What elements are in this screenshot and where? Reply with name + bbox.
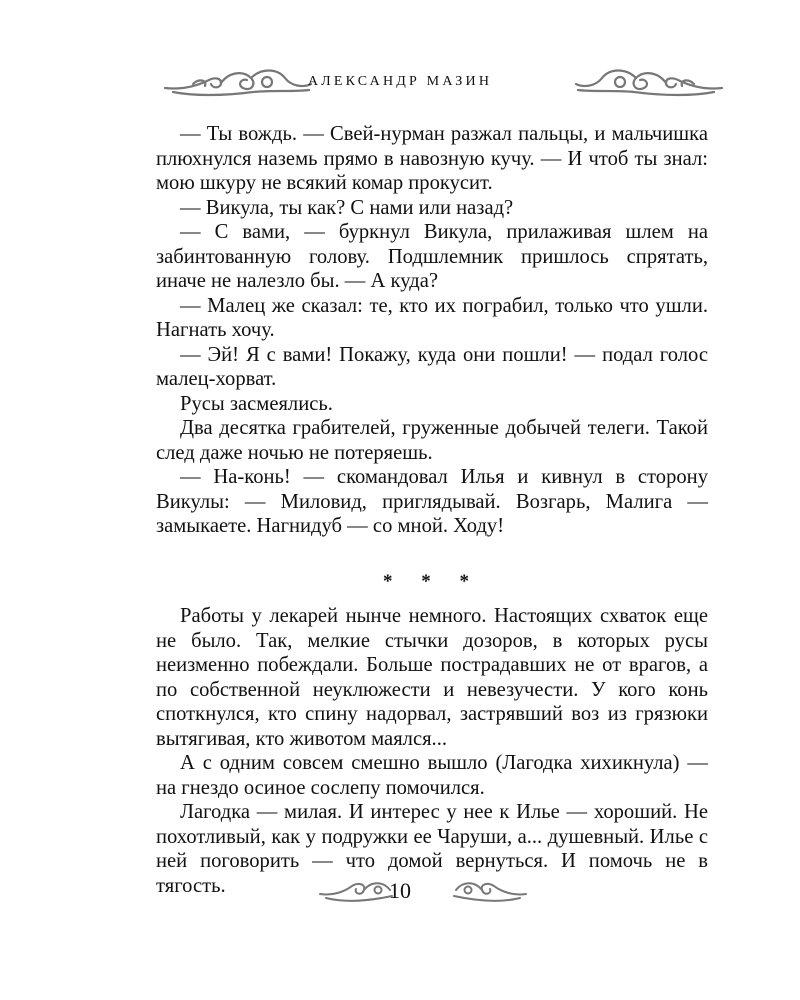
paragraph: — Ты вождь. — Свей-нурман разжал пальцы, и мальчишка плюхнулся наземь прямо в навозную кучу. — И чтоб ты знал: мою шкуру не всякий комар прокусит. [156,123,708,194]
paragraph: — С вами, — буркнул Викула, прилаживая шлем на забинтованную голову. Подшлемник пришлось спрятать, иначе не налезло бы. — А куда? [156,221,708,292]
running-header [0,62,800,102]
page-number: 10 [389,878,411,903]
paragraph: — Эй! Я с вами! Покажу, куда они пошли! — подал голос малец-хорват. [156,343,708,390]
page-footer [0,872,800,912]
paragraph: Русы засмеялись. [180,392,333,415]
paragraph: Два десятка грабителей, груженные добычей телеги. Такой след даже ночью не потеряешь. [156,417,708,464]
paragraph: — На-конь! — скомандовал Илья и кивнул в сторону Викулы: — Миловид, приглядывай. Возгарь, Малига — замыкаете. Нагнидуб — со мной. Ходу! [156,466,708,537]
header-title: АЛЕКСАНДР МАЗИН [307,74,493,89]
header-ornament-right-icon [574,66,724,100]
page-body-text [156,122,708,898]
footer-ornament-right-icon [452,876,528,906]
paragraph: Работы у лекарей нынче немного. Настоящих схваток еще не было. Так, мелкие стычки дозоров, в которых русы неизменно побеждали. Больше пострадавших не от врагов, а по собственной неуклюжести и невезучести. У кого конь споткнулся, кто спину надорвал, застрявший воз из грязюки вытягивая, кто животом маялся... [156,605,708,750]
section-separator: * * * [383,570,481,592]
paragraph: — Малец же сказал: те, кто их пограбил, только что ушли. Нагнать хочу. [156,294,708,341]
paragraph: А с одним совсем смешно вышло (Лагодка хихикнула) — на гнездо осиное сослепу помочился. [156,752,708,799]
paragraph: Лагодка — милая. И интерес у нее к Илье — хороший. Не похотливый, как у подружки ее Чаруши, а... душевный. Илье с ней поговорить — что домой вернуться. И помочь не в тягость. [156,801,708,897]
paragraph: — Викула, ты как? С нами или назад? [180,196,514,219]
